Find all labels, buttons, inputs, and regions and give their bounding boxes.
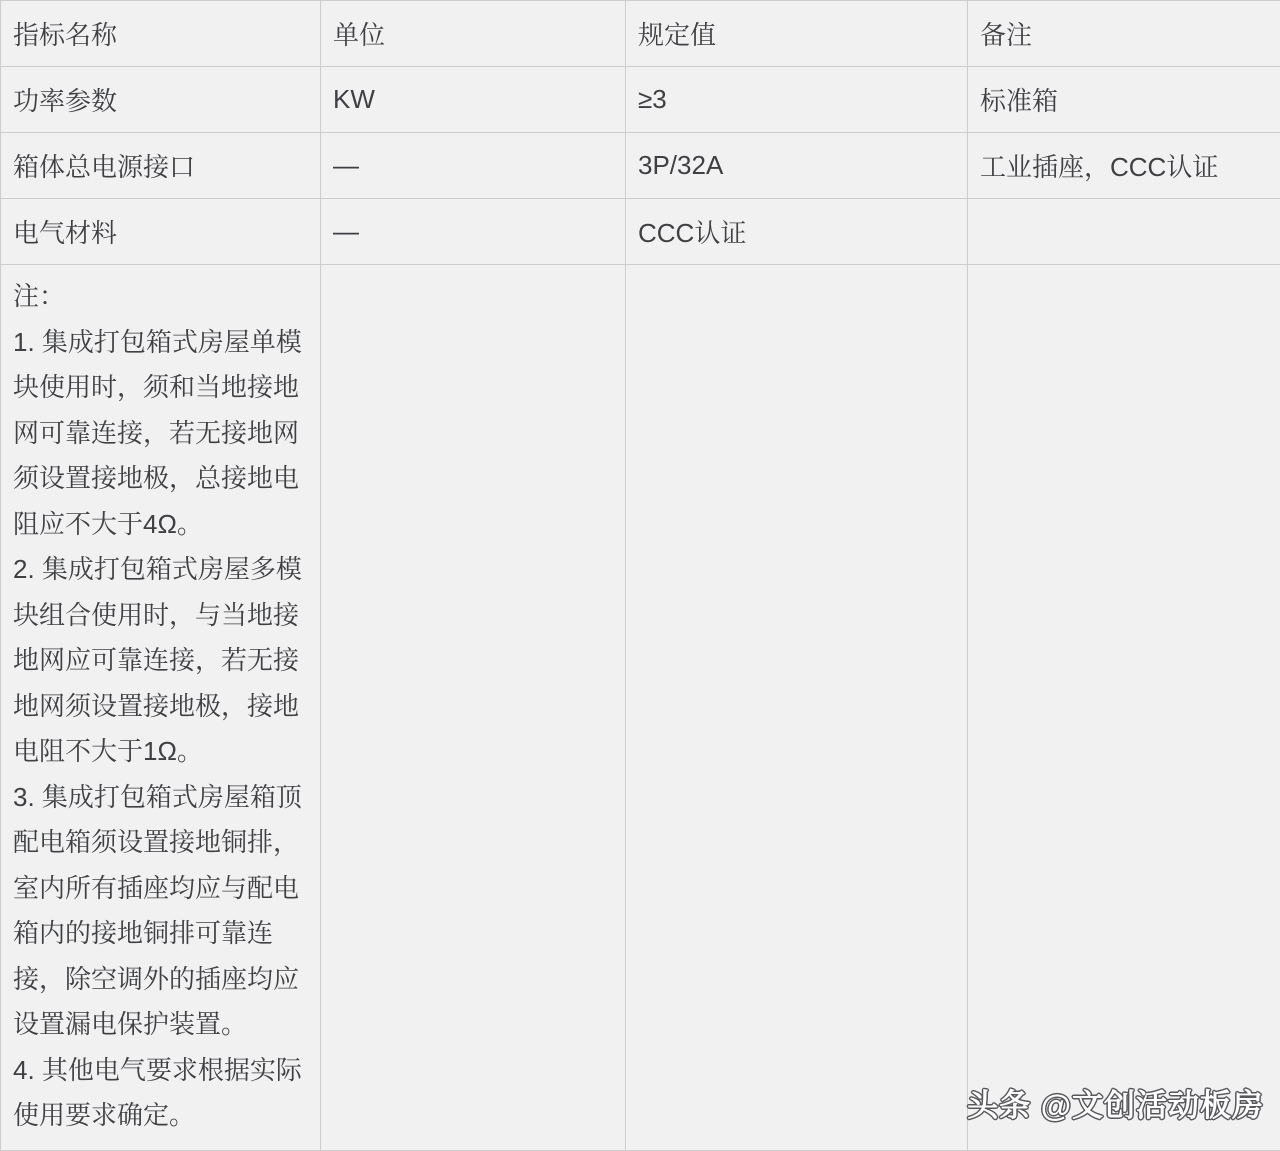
header-specified-value: 规定值 bbox=[626, 1, 968, 67]
toutiao-watermark: 头条 @文创活动板房 bbox=[967, 1080, 1264, 1125]
note-item-4: 4. 其他电气要求根据实际使用要求确定。 bbox=[13, 1048, 312, 1139]
notes-text bbox=[13, 274, 312, 1139]
header-indicator-name: 指标名称 bbox=[1, 1, 321, 67]
table-row-power bbox=[1, 67, 1280, 133]
cell-material-remark bbox=[968, 199, 1280, 265]
cell-interface-value: 3P/32A bbox=[626, 133, 968, 199]
header-remark: 备注 bbox=[968, 1, 1280, 67]
note-item-3: 3. 集成打包箱式房屋箱顶配电箱须设置接地铜排，室内所有插座均应与配电箱内的接地铜排可靠连接，除空调外的插座均应设置漏电保护装置。 bbox=[13, 775, 312, 1048]
note-item-2: 2. 集成打包箱式房屋多模块组合使用时，与当地接地网应可靠连接，若无接地网须设置接地极，接地电阻不大于1Ω。 bbox=[13, 547, 312, 775]
note-item-1: 1. 集成打包箱式房屋单模块使用时，须和当地接地网可靠连接，若无接地网须设置接地极，总接地电阻应不大于4Ω。 bbox=[13, 320, 312, 548]
notes-empty-cell-value bbox=[626, 265, 968, 1151]
table-row-electrical-material bbox=[1, 199, 1280, 265]
notes-label: 注： bbox=[13, 274, 312, 320]
cell-material-value: CCC认证 bbox=[626, 199, 968, 265]
cell-material-name: 电气材料 bbox=[1, 199, 321, 265]
notes-row bbox=[1, 265, 1280, 1151]
cell-power-name: 功率参数 bbox=[1, 67, 321, 133]
cell-interface-unit: — bbox=[321, 133, 626, 199]
header-unit: 单位 bbox=[321, 1, 626, 67]
cell-power-remark: 标准箱 bbox=[968, 67, 1280, 133]
cell-interface-remark: 工业插座，CCC认证 bbox=[968, 133, 1280, 199]
notes-empty-cell-remark bbox=[968, 265, 1280, 1151]
cell-power-value: ≥3 bbox=[626, 67, 968, 133]
cell-power-unit: KW bbox=[321, 67, 626, 133]
cell-material-unit: — bbox=[321, 199, 626, 265]
notes-cell bbox=[1, 265, 321, 1151]
notes-empty-cell-unit bbox=[321, 265, 626, 1151]
cell-interface-name: 箱体总电源接口 bbox=[1, 133, 321, 199]
table-row-main-power-interface bbox=[1, 133, 1280, 199]
header-row bbox=[1, 1, 1280, 67]
